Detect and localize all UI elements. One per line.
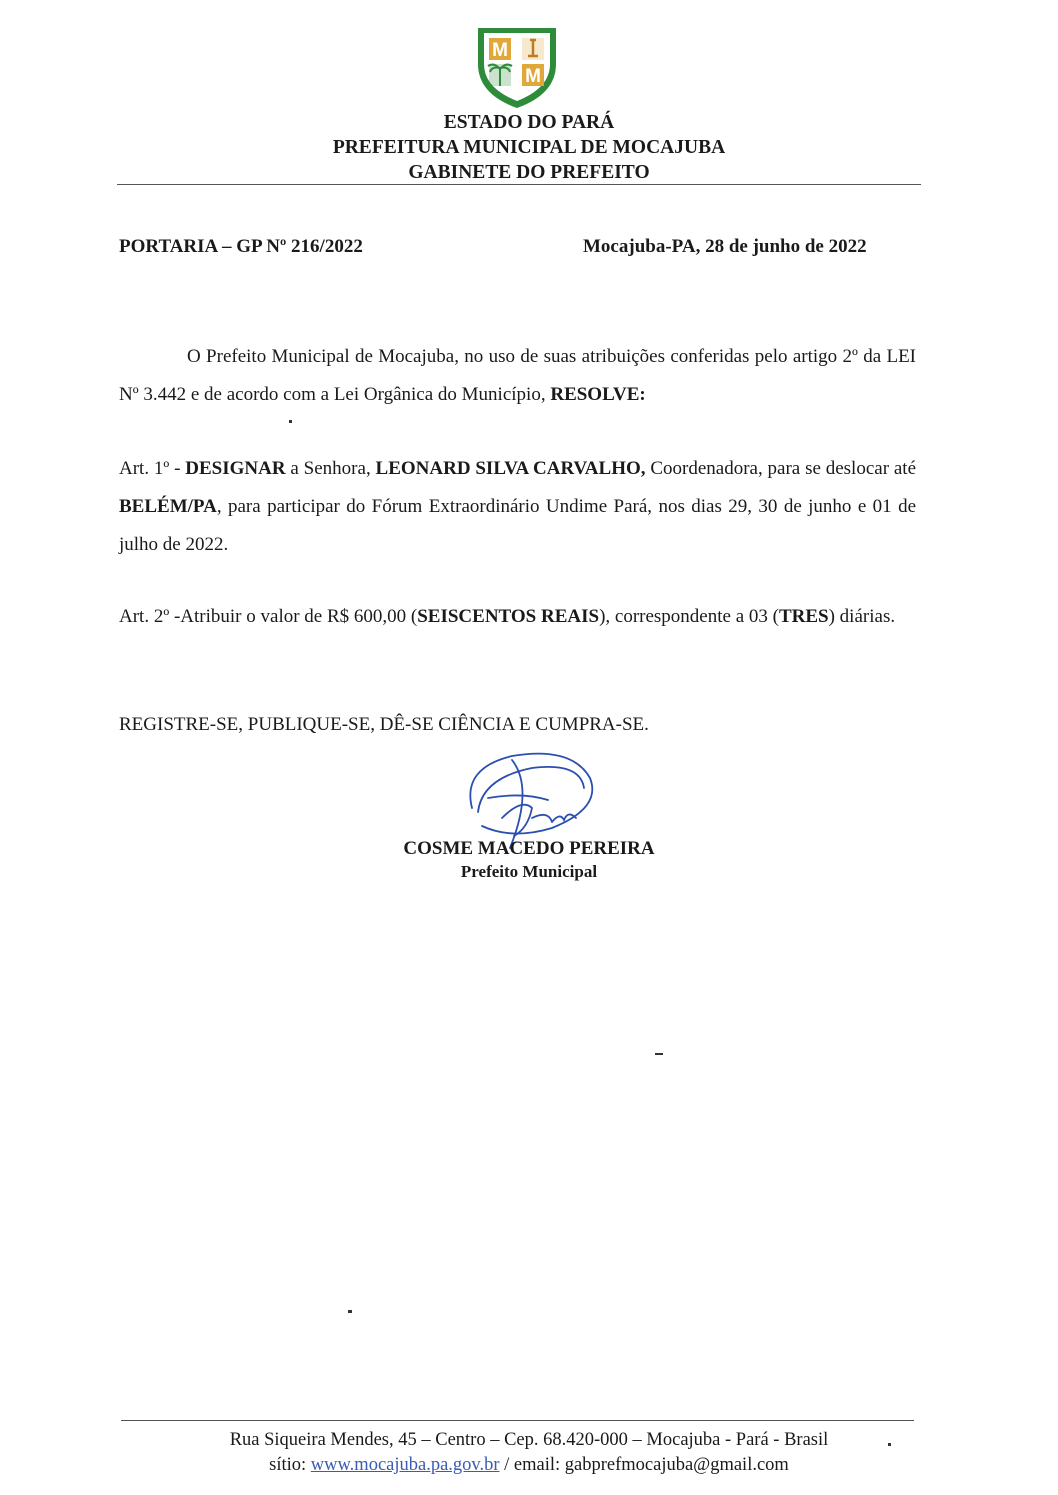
document-number: PORTARIA – GP Nº 216/2022 xyxy=(119,236,363,257)
prefecture-heading: PREFEITURA MUNICIPAL DE MOCAJUBA xyxy=(332,137,726,158)
site-link[interactable]: www.mocajuba.pa.gov.br xyxy=(310,1455,500,1475)
article-2 xyxy=(119,598,916,636)
place-date: Mocajuba-PA, 28 de junho de 2022 xyxy=(583,236,867,257)
svg-text:M: M xyxy=(492,40,508,61)
state-heading: ESTADO DO PARÁ xyxy=(443,112,615,133)
site-label: sítio: xyxy=(269,1455,311,1475)
intro-paragraph xyxy=(119,338,916,414)
art1-verb: DESIGNAR xyxy=(185,458,286,479)
art1-person: LEONARD SILVA CARVALHO, xyxy=(375,458,646,479)
cabinet-heading: GABINETE DO PREFEITO xyxy=(408,162,650,183)
signatory-title: Prefeito Municipal xyxy=(460,862,598,881)
signatory-name xyxy=(0,838,1058,860)
svg-text:M: M xyxy=(525,66,541,87)
article-1 xyxy=(119,450,916,564)
art1-destination: BELÉM/PA xyxy=(119,496,217,517)
email-text: / email: gabprefmocajuba@gmail.com xyxy=(499,1455,789,1475)
art1-text-2: Coordenadora, para se deslocar até xyxy=(645,458,916,479)
art2-text-2: ), correspondente a 03 ( xyxy=(599,606,779,627)
closing-statement: REGISTRE-SE, PUBLIQUE-SE, DÊ-SE CIÊNCIA E CUMPRA-SE. xyxy=(119,714,649,735)
footer-divider xyxy=(121,1420,914,1421)
scan-speck xyxy=(289,420,292,423)
letterhead xyxy=(0,110,1058,185)
scan-speck xyxy=(348,1310,352,1313)
footer-address: Rua Siqueira Mendes, 45 – Centro – Cep. 68.420-000 – Mocajuba - Pará - Brasil xyxy=(229,1430,829,1450)
header-divider xyxy=(117,184,921,185)
signatory-name-text: COSME MACEDO PEREIRA xyxy=(403,838,655,859)
art1-label: Art. 1º - xyxy=(119,458,186,479)
art2-count-words: TRES xyxy=(778,606,829,627)
handwritten-signature xyxy=(452,748,602,852)
footer-contact xyxy=(0,1455,1058,1476)
art1-text-3: , para participar do Fórum Extraordinário Undime Pará, nos dias 29, 30 de junho e 01 de julho de 2022. xyxy=(119,496,916,555)
resolve-keyword: RESOLVE: xyxy=(550,384,646,405)
art2-text-1: Art. 2º -Atribuir o valor de R$ 600,00 ( xyxy=(119,606,418,627)
art2-amount-words: SEISCENTOS REAIS xyxy=(417,606,600,627)
intro-text: O Prefeito Municipal de Mocajuba, no uso de suas atribuições conferidas pelo artigo 2º da LEI Nº 3.442 e de acordo com a Lei Orgânica do Município, xyxy=(119,346,916,405)
mocajuba-crest-logo xyxy=(472,24,562,110)
art2-text-3: ) diárias. xyxy=(828,606,896,627)
scan-speck xyxy=(655,1053,663,1055)
art1-text-1: a Senhora, xyxy=(285,458,376,479)
